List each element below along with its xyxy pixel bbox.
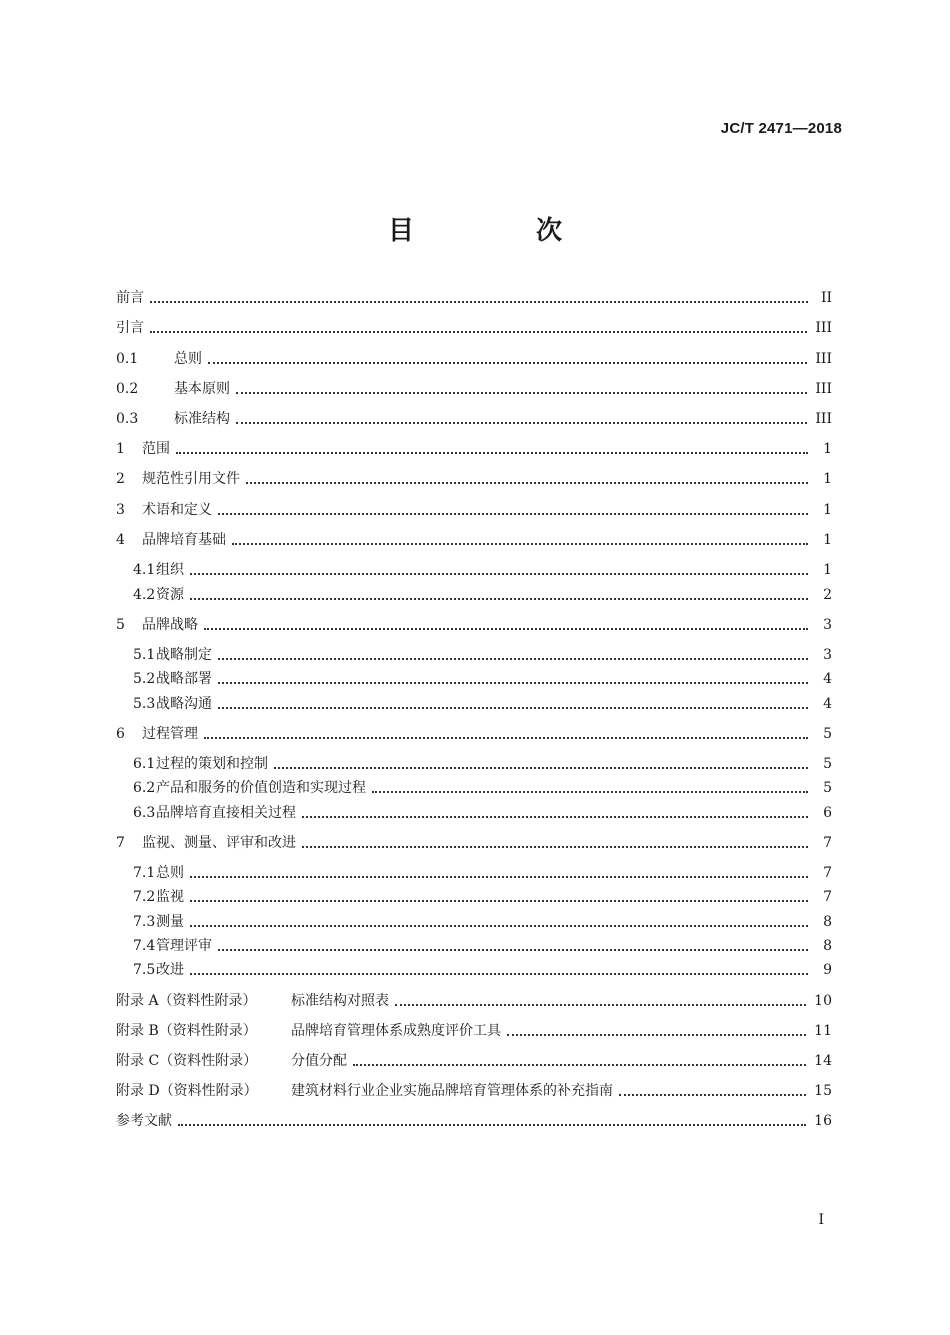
toc-entry bbox=[116, 776, 832, 798]
leader-dots bbox=[218, 512, 808, 515]
toc-entry-label: 过程管理 bbox=[142, 726, 198, 742]
toc-entry-label: 前言 bbox=[116, 290, 144, 306]
toc-entry-label: 总则 bbox=[156, 865, 184, 881]
toc-entry bbox=[116, 801, 832, 823]
toc-entry-label: 范围 bbox=[142, 441, 170, 457]
toc-entry-number: 0.3 bbox=[116, 411, 139, 427]
toc-entry-page: III bbox=[815, 411, 832, 427]
leader-dots bbox=[190, 924, 808, 927]
toc-entry bbox=[116, 286, 832, 308]
toc-entry-label: 战略沟通 bbox=[156, 696, 212, 712]
toc-entry-label: 标准结构 bbox=[174, 411, 230, 427]
toc-entry bbox=[116, 498, 832, 520]
toc-entry bbox=[116, 831, 832, 853]
toc-entry-number: 0.2 bbox=[116, 381, 139, 397]
toc-entry bbox=[116, 347, 832, 369]
toc-entry-number: 7.5 bbox=[133, 962, 156, 978]
leader-dots bbox=[246, 481, 808, 484]
toc-entry-number: 7.2 bbox=[133, 889, 156, 905]
toc-entry-label: 测量 bbox=[156, 914, 184, 930]
leader-dots bbox=[372, 790, 808, 793]
toc-entry-number: 5.2 bbox=[133, 671, 156, 687]
toc-entry-page: 7 bbox=[823, 889, 832, 905]
leader-dots bbox=[302, 815, 808, 818]
leader-dots bbox=[507, 1033, 806, 1036]
toc-entry-page: 7 bbox=[823, 865, 832, 881]
toc-entry bbox=[116, 643, 832, 665]
leader-dots bbox=[395, 1003, 806, 1006]
toc-entry-label: 基本原则 bbox=[174, 381, 230, 397]
toc-entry-page: 1 bbox=[823, 532, 832, 548]
toc-entry-label: 监视、测量、评审和改进 bbox=[142, 835, 296, 851]
toc-entry-page: 16 bbox=[814, 1113, 832, 1129]
toc-entry-number: 附录 C（资料性附录） bbox=[116, 1053, 258, 1069]
toc-entry bbox=[116, 467, 832, 489]
toc-entry bbox=[116, 613, 832, 635]
toc-entry-page: 10 bbox=[814, 993, 832, 1009]
leader-dots bbox=[190, 899, 808, 902]
toc-entry-number: 7.4 bbox=[133, 938, 156, 954]
toc-entry-page: 11 bbox=[814, 1023, 832, 1039]
leader-dots bbox=[204, 627, 808, 630]
toc-entry-label: 建筑材料行业企业实施品牌培育管理体系的补充指南 bbox=[291, 1083, 613, 1099]
toc-entry-number: 6.2 bbox=[133, 780, 156, 796]
toc-entry bbox=[116, 528, 832, 550]
leader-dots bbox=[236, 421, 807, 424]
toc-entry bbox=[116, 722, 832, 744]
toc-entry-page: 3 bbox=[823, 617, 832, 633]
toc-entry-label: 战略部署 bbox=[156, 671, 212, 687]
toc-entry-label: 标准结构对照表 bbox=[291, 993, 389, 1009]
leader-dots bbox=[218, 948, 808, 951]
leader-dots bbox=[190, 972, 808, 975]
toc-entry-number: 7.1 bbox=[133, 865, 156, 881]
toc-entry bbox=[116, 407, 832, 429]
toc-entry-number: 5 bbox=[116, 617, 125, 633]
toc-entry-label: 战略制定 bbox=[156, 647, 212, 663]
leader-dots bbox=[208, 361, 807, 364]
toc-entry-label: 资源 bbox=[156, 587, 184, 603]
leader-dots bbox=[218, 657, 808, 660]
toc-entry-label: 术语和定义 bbox=[142, 502, 212, 518]
toc-entry-number: 2 bbox=[116, 471, 125, 487]
toc-entry-label: 分值分配 bbox=[291, 1053, 347, 1069]
toc-entry-label: 过程的策划和控制 bbox=[156, 756, 268, 772]
toc-entry-number: 6.3 bbox=[133, 805, 156, 821]
toc-entry-page: 2 bbox=[823, 587, 832, 603]
toc-entry-number: 0.1 bbox=[116, 351, 139, 367]
leader-dots bbox=[204, 736, 808, 739]
toc-entry-page: 7 bbox=[823, 835, 832, 851]
toc-entry-label: 品牌培育基础 bbox=[142, 532, 226, 548]
toc-entry-label: 参考文献 bbox=[116, 1113, 172, 1129]
toc-entry bbox=[116, 885, 832, 907]
toc-entry bbox=[116, 752, 832, 774]
toc-entry-label: 引言 bbox=[116, 320, 144, 336]
leader-dots bbox=[190, 875, 808, 878]
toc-entry bbox=[116, 934, 832, 956]
toc-entry-page: III bbox=[815, 320, 832, 336]
toc-entry-label: 总则 bbox=[174, 351, 202, 367]
toc-entry-page: 3 bbox=[823, 647, 832, 663]
leader-dots bbox=[619, 1093, 806, 1096]
leader-dots bbox=[218, 681, 808, 684]
toc-entry bbox=[116, 910, 832, 932]
toc-entry bbox=[116, 1109, 832, 1131]
toc-entry-number: 3 bbox=[116, 502, 125, 518]
toc-entry bbox=[116, 1049, 832, 1071]
footer-page-number: I bbox=[818, 1212, 824, 1228]
toc-entry-page: 5 bbox=[823, 726, 832, 742]
standard-code: JC/T 2471—2018 bbox=[720, 120, 842, 137]
toc-entry-number: 6.1 bbox=[133, 756, 156, 772]
leader-dots bbox=[274, 766, 808, 769]
toc-entry-label: 品牌培育直接相关过程 bbox=[156, 805, 296, 821]
toc-entry bbox=[116, 1019, 832, 1041]
toc-entry bbox=[116, 667, 832, 689]
toc-entry-label: 产品和服务的价值创造和实现过程 bbox=[156, 780, 366, 796]
toc-entry-page: 1 bbox=[823, 441, 832, 457]
leader-dots bbox=[236, 391, 807, 394]
toc-entry bbox=[116, 958, 832, 980]
leader-dots bbox=[190, 597, 808, 600]
toc-entry bbox=[116, 558, 832, 580]
leader-dots bbox=[232, 542, 808, 545]
toc-entry-page: III bbox=[815, 351, 832, 367]
toc-entry-page: 4 bbox=[823, 696, 832, 712]
toc-entry bbox=[116, 989, 832, 1011]
toc-entry-number: 7.3 bbox=[133, 914, 156, 930]
leader-dots bbox=[190, 572, 808, 575]
toc-entry-number: 7 bbox=[116, 835, 125, 851]
toc-entry-page: II bbox=[820, 290, 832, 306]
toc-entry bbox=[116, 861, 832, 883]
toc-entry-page: 4 bbox=[823, 671, 832, 687]
leader-dots bbox=[150, 300, 808, 303]
leader-dots bbox=[218, 706, 808, 709]
toc-entry-page: 9 bbox=[823, 962, 832, 978]
leader-dots bbox=[178, 1123, 806, 1126]
toc-entry bbox=[116, 1079, 832, 1101]
toc-entry-label: 品牌培育管理体系成熟度评价工具 bbox=[291, 1023, 501, 1039]
toc-entry-page: III bbox=[815, 381, 832, 397]
toc-entry-page: 14 bbox=[814, 1053, 832, 1069]
toc-entry-number: 附录 D（资料性附录） bbox=[116, 1083, 258, 1099]
toc-entry bbox=[116, 583, 832, 605]
toc-entry-page: 8 bbox=[823, 914, 832, 930]
toc-entry-label: 改进 bbox=[156, 962, 184, 978]
leader-dots bbox=[302, 845, 808, 848]
toc-entry bbox=[116, 437, 832, 459]
toc-entry-page: 5 bbox=[823, 756, 832, 772]
toc-entry-label: 管理评审 bbox=[156, 938, 212, 954]
toc-entry-number: 5.3 bbox=[133, 696, 156, 712]
toc-entry-page: 6 bbox=[823, 805, 832, 821]
toc-entry bbox=[116, 692, 832, 714]
toc-entry-number: 5.1 bbox=[133, 647, 156, 663]
toc-entry-number: 1 bbox=[116, 441, 125, 457]
toc-entry-number: 附录 A（资料性附录） bbox=[116, 993, 257, 1009]
toc-entry-page: 1 bbox=[823, 502, 832, 518]
toc-entry-page: 1 bbox=[823, 471, 832, 487]
toc-entry-label: 监视 bbox=[156, 889, 184, 905]
toc-entry bbox=[116, 316, 832, 338]
toc-entry-number: 附录 B（资料性附录） bbox=[116, 1023, 257, 1039]
toc-entry-page: 8 bbox=[823, 938, 832, 954]
toc-entry-page: 1 bbox=[823, 562, 832, 578]
page-title: 目 次 bbox=[387, 216, 610, 246]
toc-entry-label: 组织 bbox=[156, 562, 184, 578]
toc-entry bbox=[116, 377, 832, 399]
toc-entry-page: 15 bbox=[814, 1083, 832, 1099]
toc-entry-label: 规范性引用文件 bbox=[142, 471, 240, 487]
leader-dots bbox=[150, 330, 807, 333]
leader-dots bbox=[176, 451, 808, 454]
toc-entry-number: 4.1 bbox=[133, 562, 156, 578]
toc-entry-number: 6 bbox=[116, 726, 125, 742]
toc-entry-label: 品牌战略 bbox=[142, 617, 198, 633]
toc-entry-number: 4.2 bbox=[133, 587, 156, 603]
toc-entry-number: 4 bbox=[116, 532, 125, 548]
toc-entry-page: 5 bbox=[823, 780, 832, 796]
leader-dots bbox=[353, 1063, 806, 1066]
